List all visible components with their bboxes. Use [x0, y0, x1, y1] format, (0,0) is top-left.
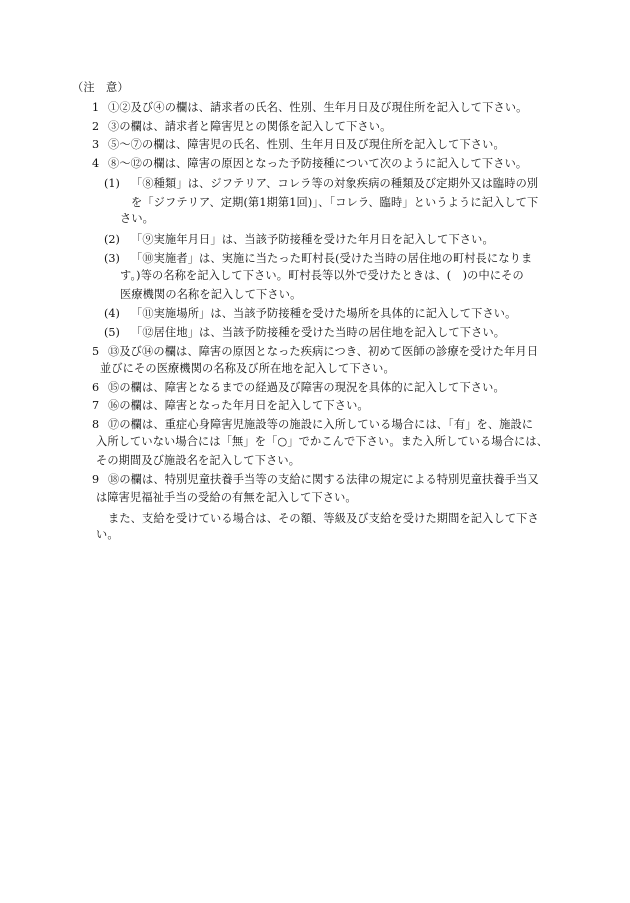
note-8-line-1: ⑰の欄は、重症心身障害児施設等の施設に入所している場合には、「有」を、施設に — [108, 418, 534, 431]
note-2-line-1: ③の欄は、請求者と障害児との関係を記入して下さい。 — [108, 120, 392, 133]
note-5-line-1: ⑬及び⑭の欄は、障害の原因となった疾病につき、初めて医師の診療を受けた年月日 — [108, 345, 539, 358]
note-9-line-3: また、支給を受けている場合は、その額、等級及び支給を受けた期間を記入して下さ — [108, 512, 539, 525]
note-4-sub-3-line-2: す。)等の名称を記入して下さい。町村長等以外で受けたときは、( )の中にその — [120, 269, 524, 282]
note-8-line-2: 入所していない場合には「無」を「○」でかこんで下さい。また入所している場合には、 — [96, 435, 549, 448]
note-5-number: 5 — [92, 345, 100, 358]
note-4-sub-4-number: (4) — [104, 307, 120, 320]
note-8-number: 8 — [92, 418, 100, 431]
note-4-sub-1-line-1: 「⑧種類」は、ジフテリア、コレラ等の対象疾病の種類及び定期外又は臨時の別 — [131, 177, 539, 190]
note-4-sub-1-line-3: さい。 — [120, 212, 155, 225]
note-4-sub-5-line-1: 「⑫居住地」は、当該予防接種を受けた当時の居住地を記入して下さい。 — [131, 326, 506, 339]
note-9-line-1: ⑱の欄は、特別児童扶養手当等の支給に関する法律の規定による特別児童扶養手当又 — [108, 473, 539, 486]
note-7-line-1: ⑯の欄は、障害となった年月日を記入して下さい。 — [108, 399, 369, 412]
note-1-line-1: ①②及び④の欄は、請求者の氏名、性別、生年月日及び現住所を記入して下さい。 — [108, 101, 528, 114]
note-8-line-3: その期間及び施設名を記入して下さい。 — [96, 454, 301, 467]
note-2-number: 2 — [92, 120, 100, 133]
note-4-line-1: ⑧～⑫の欄は、障害の原因となった予防接種について次のように記入して下さい。 — [108, 157, 528, 170]
note-9-line-2: は障害児福祉手当の受給の有無を記入して下さい。 — [96, 491, 357, 504]
note-5-line-2: 並びにその医療機関の名称及び所在地を記入して下さい。 — [100, 362, 395, 375]
note-4-sub-4-line-1: 「⑪実施場所」は、当該予防接種を受けた場所を具体的に記入して下さい。 — [131, 307, 517, 320]
note-3-number: 3 — [92, 138, 100, 151]
note-4-sub-1-line-2: を「ジフテリア、定期(第1期第1回)」、「コレラ、臨時」というように記入して下 — [131, 196, 539, 209]
note-7-number: 7 — [92, 399, 100, 412]
note-9-line-4: い。 — [96, 528, 119, 541]
note-4-sub-3-line-1: 「⑩実施者」は、実施に当たった町村長(受けた当時の居住地の町村長になりま — [131, 252, 533, 265]
note-9-number: 9 — [92, 473, 100, 486]
note-6-line-1: ⑮の欄は、障害となるまでの経過及び障害の現況を具体的に記入して下さい。 — [108, 381, 505, 394]
note-4-sub-3-number: (3) — [104, 252, 120, 265]
note-1-number: 1 — [92, 101, 100, 114]
note-4-sub-2-number: (2) — [104, 233, 120, 246]
note-4-sub-1-number: (1) — [104, 177, 120, 190]
note-4-sub-3-line-3: 医療機関の名称を記入して下さい。 — [120, 288, 302, 301]
note-4-sub-5-number: (5) — [104, 326, 120, 339]
note-3-line-1: ⑤～⑦の欄は、障害児の氏名、性別、生年月日及び現住所を記入して下さい。 — [108, 138, 505, 151]
note-6-number: 6 — [92, 381, 100, 394]
note-4-sub-2-line-1: 「⑨実施年月日」は、当該予防接種を受けた年月日を記入して下さい。 — [131, 233, 494, 246]
note-4-number: 4 — [92, 157, 100, 170]
notes-heading: （注 意） — [72, 81, 129, 94]
